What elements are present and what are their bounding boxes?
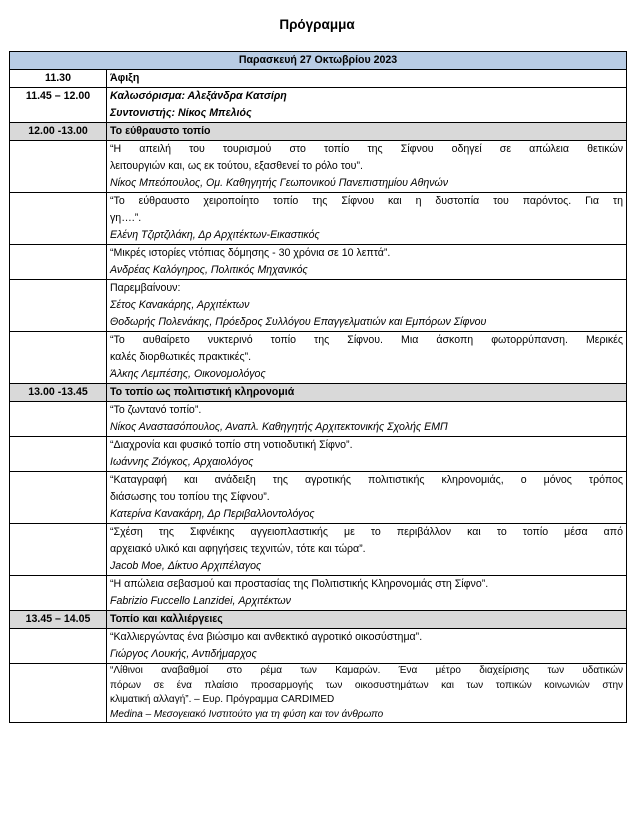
talk-title-line: “Το αυθαίρετο νυκτερινό τοπίο της Σίφνου. Μια άσκοπη φωτορρύπανση. Μερικές (110, 334, 624, 346)
talk-title-line: “Η απώλεια σεβασμού και προστασίας της Πολιτιστικής Κληρονομιάς στη Σίφνο”. (110, 578, 489, 590)
section-title: Το εύθραυστο τοπίο (107, 123, 627, 141)
talk-title-line: κλιματική αλλαγή”. – Ευρ. Πρόγραμμα CARDIMED (110, 694, 335, 705)
speaker-line: Νίκος Αναστασόπουλος, Αναπλ. Καθηγητής Αρχιτεκτονικής Σχολής ΕΜΠ (110, 421, 448, 433)
talk-row (10, 193, 627, 245)
arrival-time: 11.30 (10, 70, 107, 88)
talk-title-line: Παρεμβαίνουν: (110, 282, 181, 294)
section-title: Τοπίο και καλλιέργειες (107, 611, 627, 629)
welcome-cell (107, 88, 627, 123)
talk-title-line: λειτουργιών και, ως εκ τούτου, εξασθενεί το ρόλο του”. (110, 160, 363, 172)
speaker-line: Jacob Moe, Δίκτυο Αρχιπέλαγος (110, 560, 262, 572)
talk-cell (107, 245, 627, 280)
moderator-line: Συντονιστής: Νίκος Μπελιός (110, 107, 252, 119)
talk-row (10, 141, 627, 193)
empty-time-cell (10, 576, 107, 611)
welcome-line: Καλωσόρισμα: Αλεξάνδρα Κατσίρη (110, 90, 287, 102)
speaker-line: Κατερίνα Κανακάρη, Δρ Περιβαλλοντολόγος (110, 508, 315, 520)
welcome-row (10, 88, 627, 123)
section-time: 13.00 -13.45 (10, 384, 107, 402)
talk-title-line: πόρων σε ένα πλαίσιο προσαρμογής των οικοσυστημάτων και των τοπικών κοινωνιών στην (110, 679, 624, 691)
page-title: Πρόγραμμα (279, 17, 355, 32)
talk-cell (107, 437, 627, 472)
talk-cell (107, 524, 627, 576)
welcome-time: 11.45 – 12.00 (10, 88, 107, 123)
empty-time-cell (10, 664, 107, 723)
speaker-line: Medina – Μεσογειακό Ινστιτούτο για τη φύση και τον άνθρωπο (110, 708, 384, 720)
arrival-row (10, 70, 627, 88)
section-title: Το τοπίο ως πολιτιστική κληρονομιά (107, 384, 627, 402)
talk-cell (107, 629, 627, 664)
talk-row (10, 629, 627, 664)
sections-body (10, 123, 627, 723)
talk-title-line: αρχειακό υλικό και αφηγήσεις τεχνιτών, τότε και τώρα”. (110, 543, 366, 555)
empty-time-cell (10, 141, 107, 193)
empty-time-cell (10, 245, 107, 280)
section-header-row (10, 384, 627, 402)
speaker-line: Fabrizio Fuccello Lanzidei, Αρχιτέκτων (110, 595, 291, 607)
talk-cell (107, 664, 627, 723)
empty-time-cell (10, 402, 107, 437)
talk-title-line: “Σχέση της Σιφνέικης αγγειοπλαστικής με το περιβάλλον και το τοπίο μέσα από (110, 526, 624, 538)
talk-row (10, 437, 627, 472)
talk-title-line: “Το εύθραυστο χειροποίητο τοπίο της Σίφνου και η δυστοπία του παρόντος. Για τη (110, 195, 624, 207)
speaker-line: Θοδωρής Πολενάκης, Πρόεδρος Συλλόγου Επαγγελματιών και Εμπόρων Σίφνου (110, 316, 487, 328)
talk-row (10, 332, 627, 384)
empty-time-cell (10, 472, 107, 524)
speaker-line: Άλκης Λεμπέσης, Οικονομολόγος (110, 368, 266, 380)
talk-title-line: καλές διορθωτικές πρακτικές”. (110, 351, 252, 363)
day-header-row (10, 52, 627, 70)
talk-title-line: “Το ζωντανό τοπίο”. (110, 404, 202, 416)
talk-cell (107, 576, 627, 611)
program-table (9, 51, 627, 723)
talk-title-line: “Μικρές ιστορίες ντόπιας δόμησης - 30 χρόνια σε 10 λεπτά”. (110, 247, 391, 259)
talk-title-line: γη….”. (110, 212, 142, 224)
talk-cell (107, 193, 627, 245)
speaker-line: Σέτος Κανακάρης, Αρχιτέκτων (110, 299, 250, 311)
talk-title-line: “Καταγραφή και ανάδειξη της αγροτικής πολιτιστικής κληρονομιάς, ο μόνος τρόπος (110, 474, 624, 486)
speaker-line: Ιωάννης Ζιόγκος, Αρχαιολόγος (110, 456, 254, 468)
talk-row (10, 280, 627, 332)
empty-time-cell (10, 524, 107, 576)
talk-row (10, 576, 627, 611)
talk-cell (107, 402, 627, 437)
talk-row (10, 524, 627, 576)
talk-title-line: “Διαχρονία και φυσικό τοπίο στη νοτιοδυτική Σίφνο”. (110, 439, 353, 451)
speaker-line: Ελένη Τζιρτζιλάκη, Δρ Αρχιτέκτων-Εικαστικός (110, 229, 320, 241)
talk-row (10, 245, 627, 280)
talk-title-line: “Η απειλή του τουρισμού στο τοπίο της Σίφνου οδηγεί σε απώλεια θετικών (110, 143, 624, 155)
section-time: 13.45 – 14.05 (10, 611, 107, 629)
talk-title-line: διάσωσης του τοπίου της Σίφνου”. (110, 491, 270, 503)
section-header-row (10, 611, 627, 629)
empty-time-cell (10, 332, 107, 384)
talk-cell (107, 332, 627, 384)
empty-time-cell (10, 193, 107, 245)
talk-title-line: “Λίθινοι αναβαθμοί στο ρέμα των Καμαρών. Ένα μέτρο διαχείρισης των υδατικών (110, 665, 624, 676)
talk-cell (107, 280, 627, 332)
day-header: Παρασκευή 27 Οκτωβρίου 2023 (10, 52, 627, 70)
section-header-row (10, 123, 627, 141)
talk-title-line: “Καλλιεργώντας ένα βιώσιμο και ανθεκτικό αγροτικό οικοσύστημα”. (110, 631, 423, 643)
speaker-line: Νίκος Μπεόπουλος, Ομ. Καθηγητής Γεωπονικού Πανεπιστημίου Αθηνών (110, 177, 449, 189)
speaker-line: Γιώργος Λουκής, Αντιδήμαρχος (110, 648, 257, 660)
talk-row (10, 402, 627, 437)
section-time: 12.00 -13.00 (10, 123, 107, 141)
empty-time-cell (10, 280, 107, 332)
arrival-label: Άφιξη (107, 70, 627, 88)
empty-time-cell (10, 629, 107, 664)
talk-cell (107, 472, 627, 524)
talk-row (10, 472, 627, 524)
talk-cell (107, 141, 627, 193)
empty-time-cell (10, 437, 107, 472)
speaker-line: Ανδρέας Καλόγηρος, Πολιτικός Μηχανικός (110, 264, 308, 276)
talk-row (10, 664, 627, 723)
